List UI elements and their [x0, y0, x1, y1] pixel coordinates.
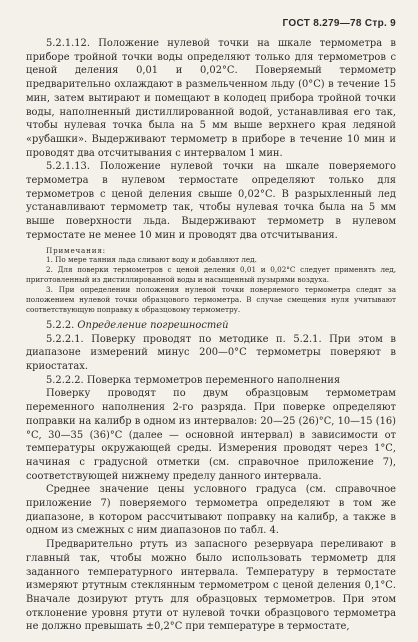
page-header: ГОСТ 8.279—78 Стр. 9	[282, 18, 396, 29]
paragraph-5-2-1-13: 5.2.1.13. Положение нулевой точки на шкале поверяемого термометра в нулевом термостате определяют только для термометров с ценой деления свыше 0,02°С. В разрыхленный лед устанавливают термометр так, чтобы нулевая точка была на 5 мм выше поверхности льда. Выдерживают термометр в нулевом термостате не менее 10 мин и проводят два отсчитывания.	[26, 161, 396, 241]
section-5-2-2-heading	[26, 319, 396, 333]
paragraph-mercury: Предварительно ртуть из запасного резервуара переливают в главный так, чтобы можно было использовать термометр для заданного температурного интервала. Температуру в термостате измеряют ртутным стеклянным термометром с ценой деления 0,1°С. Вначале дозируют ртуть для образцовых термометров. При этом отклонение уровня ртути от нулевой точки образцового термометра не должно превышать ±0,2°С при температуре в термостате,	[26, 539, 396, 633]
notes-block	[26, 246, 396, 315]
paragraph-average-degree: Среднее значение цены условного градуса (см. справочное приложение 7) поверяемого термометра определяют в том же диапазоне, в котором рассчитывают поправку на калибр, а также в одном из смежных с ним диапазонов по табл. 4.	[26, 484, 396, 537]
paragraph-verification: Поверку проводят по двум образцовым термометрам переменного наполнения 2-го разряда. При поверке определяют поправки на калибр в одном из интервалов: 20—25 (26)°С, 10—15 (16)°С, 30—35 (36)°С (далее — основной интервал) в зависимости от температуры окружающей среды. Измерения проводят через 1°С, начиная с градусной отметки (см. справочное приложение 7), соответствующей нижнему пределу данного интервала.	[26, 388, 396, 482]
note-3: 3. При определении положения нулевой точки поверяемого термометра следят за положением нулевой точки образцового термометра. В случае смещения нуля учитывают соответствующую поправку к образцовому термометру.	[26, 285, 396, 314]
section-number: 5.2.2.	[46, 319, 75, 331]
note-2: 2. Для поверки термометров с ценой деления 0,01 и 0,02°С следует применять лед, приготовленный из дистиллированной воды и насыщенный пузырями воздуха.	[26, 265, 396, 285]
paragraph-5-2-2-1: 5.2.2.1. Поверку проводят по методике п. 5.2.1. При этом в диапазоне измерений минус 200—0°С термометры поверяют в криостатах.	[26, 333, 396, 372]
section-title: Определение погрешностей	[77, 319, 229, 331]
notes-heading: Примечания:	[46, 245, 106, 255]
paragraph-5-2-1-12: 5.2.1.12. Положение нулевой точки на шкале термометра в приборе тройной точки воды определяют только для термометров с ценой деления 0,01 и 0,02°С. Поверяемый термометр предварительно охлаждают в размельченном льду (0°С) в течение 15 мин, затем вытирают и помещают в колодец прибора тройной точки воды, наполненный дистиллированной водой, устанавливая его так, чтобы нулевая точка была на 5 мм выше верхнего края ледяной «рубашки». Выдерживают термометр в приборе в течение 10 мин и проводят два отсчитывания с интервалом 1 мин.	[26, 38, 396, 159]
note-1: 1. По мере таяния льда сливают воду и добавляют лед.	[46, 255, 257, 265]
paragraph-5-2-2-2: 5.2.2.2. Поверка термометров переменного наполнения	[46, 374, 341, 386]
